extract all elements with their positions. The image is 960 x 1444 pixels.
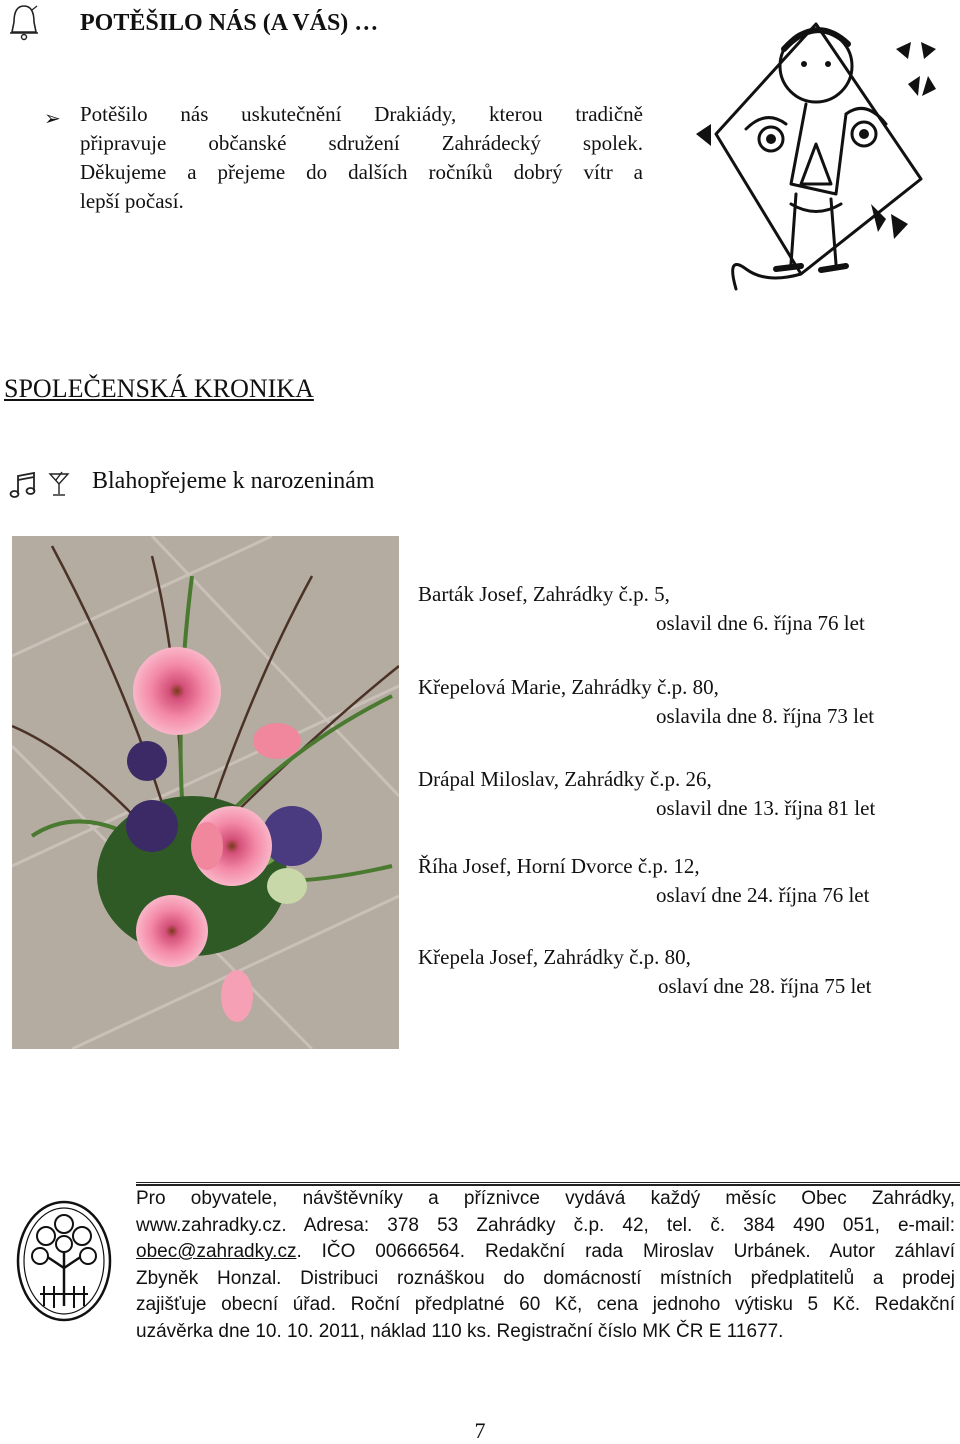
paragraph-line: Potěšilo nás uskutečnění Drakiády, kterou tradičně	[80, 102, 643, 126]
cocktail-glass-icon	[48, 470, 70, 498]
flower-arrangement-photo	[12, 536, 399, 1049]
heading-potesilo: POTĚŠILO NÁS (A VÁS) …	[80, 10, 379, 36]
heading-blahoprejeme: Blahopřejeme k narozeninám	[92, 468, 375, 494]
publisher-line-rest: . IČO 00666564. Redakční rada Miroslav Urbánek. Autor záhlaví	[296, 1241, 955, 1262]
birthday-entry-name: Křepelová Marie, Zahrádky č.p. 80,	[418, 675, 719, 699]
birthday-entry-date: oslavila dne 8. října 73 let	[656, 704, 875, 728]
heading-spolecenska-kronika: SPOLEČENSKÁ KRONIKA	[4, 374, 314, 403]
music-note-icon	[8, 470, 38, 500]
paragraph-line: připravuje občanské sdružení Zahrádecký spolek.	[80, 131, 643, 155]
paragraph-line: lepší počasí.	[80, 189, 184, 213]
birthday-entry-name: Barták Josef, Zahrádky č.p. 5,	[418, 582, 670, 606]
birthday-entry-date: oslavil dne 13. října 81 let	[656, 796, 876, 820]
page-number: 7	[474, 1418, 486, 1443]
birthday-entry-date: oslaví dne 24. října 76 let	[656, 883, 870, 907]
birthday-entry-name: Křepela Josef, Zahrádky č.p. 80,	[418, 945, 691, 969]
publisher-line: uzávěrka dne 10. 10. 2011, náklad 110 ks. Registrační číslo MK ČR E 11677.	[136, 1320, 784, 1342]
drakiada-paragraph	[80, 100, 643, 216]
birthday-entry-date: oslaví dne 28. října 75 let	[658, 974, 872, 998]
publisher-line	[136, 1239, 955, 1266]
birthday-entry-name: Říha Josef, Horní Dvorce č.p. 12,	[418, 854, 700, 878]
paragraph-line: Děkujeme a přejeme do dalších ročníků dobrý vítr a	[80, 160, 643, 184]
birthday-entry-date: oslavil dne 6. října 76 let	[656, 611, 865, 635]
birthday-entry-name: Drápal Miloslav, Zahrádky č.p. 26,	[418, 767, 712, 791]
bell-icon	[6, 2, 42, 42]
publisher-info	[136, 1186, 955, 1345]
arrow-icon: ➢	[44, 108, 61, 130]
email-link[interactable]: obec@zahradky.cz	[136, 1241, 297, 1262]
publisher-line: Pro obyvatele, návštěvníky a příznivce vydává každý měsíc Obec Zahrádky,	[136, 1188, 955, 1209]
publisher-line: www.zahradky.cz. Adresa: 378 53 Zahrádky č.p. 42, tel. č. 384 490 051, e-mail:	[136, 1214, 955, 1236]
village-emblem-logo	[14, 1198, 114, 1324]
kite-illustration	[696, 4, 936, 304]
publisher-line: Zbyněk Honzal. Distribuci roznáškou do domácností místních předplatitelů a prodej	[136, 1267, 955, 1289]
publisher-line: zajišťuje obecní úřad. Roční předplatné 60 Kč, cena jednoho výtisku 5 Kč. Redakční	[136, 1294, 955, 1315]
